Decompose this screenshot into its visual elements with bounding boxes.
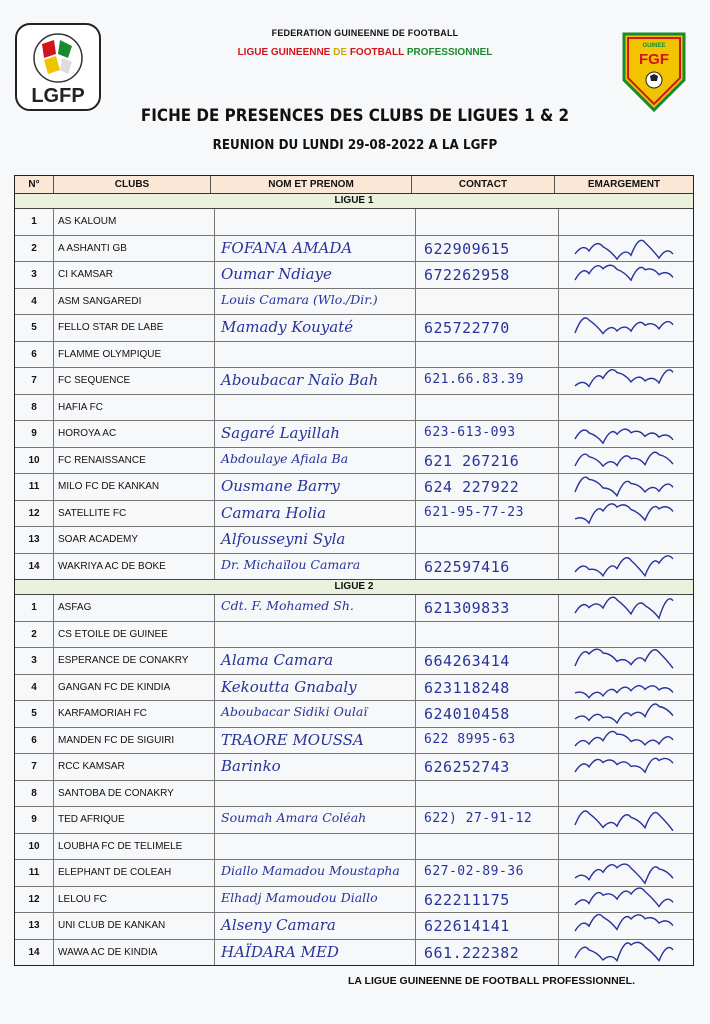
- handwritten-contact: 624 227922: [424, 478, 520, 496]
- row-number: 13: [15, 913, 54, 939]
- club-name: TED AFRIQUE: [54, 807, 215, 833]
- club-name: WAKRIYA AC DE BOKE: [54, 554, 215, 580]
- lgfp-logo-text: LGFP: [31, 85, 85, 107]
- name-cell: [215, 834, 416, 860]
- signature-scribble: [569, 472, 689, 502]
- club-name: FELLO STAR DE LABE: [54, 315, 215, 341]
- signature-scribble: [569, 646, 689, 676]
- contact-cell: [416, 342, 559, 368]
- table-row: [15, 236, 693, 263]
- handwritten-name: Mamady Kouyaté: [221, 318, 354, 336]
- column-header: CLUBS: [54, 176, 211, 193]
- club-name: HOROYA AC: [54, 421, 215, 447]
- row-number: 3: [15, 262, 54, 288]
- signature-scribble: [569, 911, 689, 941]
- name-cell: [215, 554, 416, 580]
- signature-scribble: [569, 366, 689, 396]
- handwritten-name: Sagaré Layillah: [221, 424, 340, 442]
- contact-cell: [416, 675, 559, 701]
- name-cell: [215, 860, 416, 886]
- signature-scribble: [569, 313, 689, 343]
- club-name: ESPERANCE DE CONAKRY: [54, 648, 215, 674]
- signature-cell: [559, 913, 693, 939]
- name-cell: [215, 913, 416, 939]
- signature-cell: [559, 448, 693, 474]
- club-name: LELOU FC: [54, 887, 215, 913]
- name-cell: [215, 940, 416, 966]
- name-cell: [215, 595, 416, 621]
- contact-cell: [416, 395, 559, 421]
- handwritten-contact: 621309833: [424, 599, 510, 617]
- page-subtitle: REUNION DU LUNDI 29-08-2022 A LA LGFP: [212, 138, 498, 153]
- signature-scribble: [569, 552, 689, 582]
- table-row: [15, 501, 693, 528]
- contact-cell: [416, 622, 559, 648]
- row-number: 5: [15, 701, 54, 727]
- handwritten-contact: 622597416: [424, 557, 510, 576]
- ligue1-rows: [15, 209, 693, 579]
- name-cell: [215, 395, 416, 421]
- handwritten-contact: 626252743: [424, 758, 510, 776]
- name-cell: [215, 315, 416, 341]
- name-cell: [215, 781, 416, 807]
- club-name: KARFAMORIAH FC: [54, 701, 215, 727]
- handwritten-name: Oumar Ndiaye: [221, 265, 332, 283]
- club-name: ASM SANGAREDI: [54, 289, 215, 315]
- contact-cell: [416, 728, 559, 754]
- handwritten-contact: 627-02-89-36: [424, 864, 524, 879]
- signature-scribble: [569, 673, 689, 703]
- handwritten-contact: 622 8995-63: [424, 731, 516, 747]
- handwritten-name: Alama Camara: [221, 651, 334, 669]
- name-cell: [215, 887, 416, 913]
- contact-cell: [416, 315, 559, 341]
- handwritten-contact: 622614141: [424, 917, 510, 935]
- signature-cell: [559, 501, 693, 527]
- handwritten-contact: 623118248: [424, 678, 510, 697]
- row-number: 6: [15, 342, 54, 368]
- row-number: 5: [15, 315, 54, 341]
- row-number: 14: [15, 940, 54, 966]
- name-cell: [215, 421, 416, 447]
- table-row: [15, 675, 693, 702]
- club-name: UNI CLUB DE KANKAN: [54, 913, 215, 939]
- handwritten-name: Abdoulaye Afiala Ba: [221, 450, 349, 466]
- handwritten-name: Soumah Amara Coléah: [221, 810, 367, 825]
- handwritten-contact: 672262958: [424, 266, 510, 284]
- contact-cell: [416, 209, 559, 235]
- signature-cell: [559, 236, 693, 262]
- signature-cell: [559, 860, 693, 886]
- signature-scribble: [569, 234, 689, 264]
- row-number: 8: [15, 395, 54, 421]
- signature-cell: [559, 834, 693, 860]
- federation-name: FEDERATION GUINEENNE DE FOOTBALL: [271, 28, 459, 38]
- club-name: SOAR ACADEMY: [54, 527, 215, 553]
- handwritten-name: Louis Camara (Wlo./Dir.): [221, 291, 378, 307]
- club-name: ELEPHANT DE COLEAH: [54, 860, 215, 886]
- contact-cell: [416, 834, 559, 860]
- table-row: [15, 834, 693, 861]
- row-number: 1: [15, 209, 54, 235]
- name-cell: [215, 754, 416, 780]
- name-cell: [215, 368, 416, 394]
- signature-cell: [559, 701, 693, 727]
- handwritten-contact: 624010458: [424, 705, 510, 723]
- contact-cell: [416, 781, 559, 807]
- handwritten-name: Elhadj Mamoudou Diallo: [221, 889, 378, 905]
- signature-cell: [559, 675, 693, 701]
- column-header: EMARGEMENT: [587, 179, 661, 190]
- row-number: 2: [15, 236, 54, 262]
- signature-cell: [559, 474, 693, 500]
- table-row: [15, 315, 693, 342]
- club-name: SANTOBA DE CONAKRY: [54, 781, 215, 807]
- row-number: 4: [15, 675, 54, 701]
- handwritten-name: TRAORE MOUSSA: [221, 730, 364, 749]
- ligue2-label: LIGUE 2: [15, 579, 693, 595]
- name-cell: [215, 675, 416, 701]
- table-row: [15, 289, 693, 316]
- signature-scribble: [569, 752, 689, 782]
- contact-cell: [416, 701, 559, 727]
- handwritten-contact: 621 267216: [424, 451, 520, 470]
- handwritten-name: Alseny Camara: [221, 916, 336, 934]
- table-row: [15, 860, 693, 887]
- handwritten-name: Aboubacar Sidiki Oulaï: [221, 704, 368, 719]
- contact-cell: [416, 913, 559, 939]
- table-header: [15, 176, 693, 194]
- handwritten-contact: 623-613-093: [424, 425, 516, 440]
- table-row: [15, 781, 693, 808]
- contact-cell: [416, 595, 559, 621]
- row-number: 10: [15, 834, 54, 860]
- signature-cell: [559, 887, 693, 913]
- handwritten-contact: 622909615: [424, 239, 510, 258]
- club-name: WAWA AC DE KINDIA: [54, 940, 215, 966]
- contact-cell: [416, 262, 559, 288]
- name-cell: [215, 209, 416, 235]
- club-name: MANDEN FC DE SIGUIRI: [54, 728, 215, 754]
- signature-scribble: [569, 699, 689, 729]
- name-cell: [215, 474, 416, 500]
- table-row: [15, 701, 693, 728]
- signature-cell: [559, 421, 693, 447]
- signature-cell: [559, 209, 693, 235]
- column-header: CONTACT: [412, 176, 555, 193]
- column-header: NOM ET PRENOM: [211, 176, 412, 193]
- table-row: [15, 421, 693, 448]
- signature-scribble: [569, 726, 689, 756]
- row-number: 13: [15, 527, 54, 553]
- row-number: 7: [15, 754, 54, 780]
- table-row: [15, 622, 693, 649]
- contact-cell: [416, 860, 559, 886]
- club-name: FC RENAISSANCE: [54, 448, 215, 474]
- contact-cell: [416, 527, 559, 553]
- handwritten-name: Dr. Michaïlou Camara: [221, 556, 361, 572]
- signature-cell: [559, 595, 693, 621]
- name-cell: [215, 527, 416, 553]
- name-cell: [215, 236, 416, 262]
- club-name: CI KAMSAR: [54, 262, 215, 288]
- club-name: RCC KAMSAR: [54, 754, 215, 780]
- row-number: 9: [15, 421, 54, 447]
- handwritten-contact: 664263414: [424, 652, 510, 670]
- row-number: 6: [15, 728, 54, 754]
- signature-cell: [559, 728, 693, 754]
- handwritten-name: HAÏDARA MED: [221, 942, 339, 961]
- handwritten-contact: 622) 27-91-12: [424, 811, 533, 826]
- row-number: 11: [15, 474, 54, 500]
- table-row: [15, 474, 693, 501]
- name-cell: [215, 728, 416, 754]
- signature-cell: [559, 289, 693, 315]
- table-row: [15, 527, 693, 554]
- club-name: GANGAN FC DE KINDIA: [54, 675, 215, 701]
- row-number: 11: [15, 860, 54, 886]
- league-name-part: LIGUE GUINEENNE: [237, 47, 334, 58]
- name-cell: [215, 289, 416, 315]
- row-number: 3: [15, 648, 54, 674]
- signature-scribble: [569, 858, 689, 888]
- table-row: [15, 595, 693, 622]
- handwritten-contact: 661.222382: [424, 943, 520, 962]
- contact-cell: [416, 648, 559, 674]
- signature-cell: [559, 754, 693, 780]
- signature-scribble: [569, 419, 689, 449]
- handwritten-name: Ousmane Barry: [221, 477, 340, 495]
- signature-cell: [559, 395, 693, 421]
- ligue2-rows: [15, 595, 693, 965]
- ligue1-label: LIGUE 1: [15, 194, 693, 209]
- signature-scribble: [569, 593, 689, 623]
- league-name-part: PROFESSIONNEL: [406, 47, 493, 58]
- attendance-table: [14, 175, 694, 966]
- footer-signature-line: LA LIGUE GUINEENNE DE FOOTBALL PROFESSIONNEL.: [348, 975, 636, 987]
- contact-cell: [416, 448, 559, 474]
- contact-cell: [416, 289, 559, 315]
- row-number: 1: [15, 595, 54, 621]
- row-number: 9: [15, 807, 54, 833]
- table-row: [15, 754, 693, 781]
- signature-cell: [559, 622, 693, 648]
- club-name: HAFIA FC: [54, 395, 215, 421]
- handwritten-name: Alfousseyni Syla: [221, 530, 346, 548]
- name-cell: [215, 262, 416, 288]
- club-name: ASFAG: [54, 595, 215, 621]
- fgf-logo-text: FGF: [639, 51, 669, 68]
- club-name: AS KALOUM: [54, 209, 215, 235]
- handwritten-name: Kekoutta Gnabaly: [221, 677, 357, 696]
- contact-cell: [416, 421, 559, 447]
- club-name: MILO FC DE KANKAN: [54, 474, 215, 500]
- signature-cell: [559, 368, 693, 394]
- league-name-part: DE: [333, 47, 350, 58]
- handwritten-name: Cdt. F. Mohamed Sh.: [221, 598, 354, 613]
- handwritten-name: FOFANA AMADA: [221, 238, 353, 257]
- column-header: N°: [15, 176, 54, 193]
- signature-cell: [559, 781, 693, 807]
- row-number: 14: [15, 554, 54, 580]
- name-cell: [215, 622, 416, 648]
- contact-cell: [416, 554, 559, 580]
- signature-cell: [559, 262, 693, 288]
- signature-scribble: [569, 499, 689, 529]
- table-row: [15, 368, 693, 395]
- row-number: 2: [15, 622, 54, 648]
- contact-cell: [416, 501, 559, 527]
- handwritten-contact: 625722770: [424, 319, 510, 337]
- table-row: [15, 395, 693, 422]
- handwritten-name: Diallo Mamadou Moustapha: [221, 863, 400, 878]
- row-number: 8: [15, 781, 54, 807]
- signature-scribble: [569, 938, 689, 968]
- contact-cell: [416, 807, 559, 833]
- name-cell: [215, 342, 416, 368]
- league-name: [210, 47, 520, 58]
- contact-cell: [416, 368, 559, 394]
- table-row: [15, 913, 693, 940]
- name-cell: [215, 501, 416, 527]
- table-row: [15, 887, 693, 914]
- table-row: [15, 728, 693, 755]
- club-name: CS ETOILE DE GUINEE: [54, 622, 215, 648]
- signature-scribble: [569, 446, 689, 476]
- table-row: [15, 448, 693, 475]
- row-number: 12: [15, 501, 54, 527]
- name-cell: [215, 648, 416, 674]
- table-row: [15, 807, 693, 834]
- table-row: [15, 648, 693, 675]
- signature-scribble: [569, 885, 689, 915]
- signature-cell: [559, 527, 693, 553]
- table-row: [15, 209, 693, 236]
- club-name: FC SEQUENCE: [54, 368, 215, 394]
- page-title: FICHE DE PRESENCES DES CLUBS DE LIGUES 1 & 2: [140, 106, 570, 125]
- name-cell: [215, 701, 416, 727]
- name-cell: [215, 448, 416, 474]
- club-name: LOUBHA FC DE TELIMELE: [54, 834, 215, 860]
- table-row: [15, 342, 693, 369]
- league-name-part: FOOTBALL: [349, 47, 407, 58]
- contact-cell: [416, 236, 559, 262]
- handwritten-name: Camara Holia: [221, 503, 327, 522]
- signature-cell: [559, 554, 693, 580]
- contact-cell: [416, 940, 559, 966]
- handwritten-contact: 622211175: [424, 890, 510, 909]
- club-name: A ASHANTI GB: [54, 236, 215, 262]
- signature-scribble: [569, 260, 689, 290]
- handwritten-name: Barinko: [221, 757, 281, 775]
- table-row: [15, 554, 693, 580]
- handwritten-contact: 621.66.83.39: [424, 372, 524, 387]
- signature-cell: [559, 315, 693, 341]
- signature-cell: [559, 342, 693, 368]
- lgfp-logo: [14, 22, 102, 112]
- handwritten-contact: 621-95-77-23: [424, 504, 524, 520]
- row-number: 7: [15, 368, 54, 394]
- contact-cell: [416, 754, 559, 780]
- fgf-logo: [618, 30, 690, 114]
- row-number: 4: [15, 289, 54, 315]
- signature-cell: [559, 807, 693, 833]
- signature-cell: [559, 940, 693, 966]
- club-name: FLAMME OLYMPIQUE: [54, 342, 215, 368]
- contact-cell: [416, 887, 559, 913]
- row-number: 12: [15, 887, 54, 913]
- handwritten-name: Aboubacar Naïo Bah: [221, 371, 379, 389]
- signature-scribble: [569, 805, 689, 835]
- contact-cell: [416, 474, 559, 500]
- row-number: 10: [15, 448, 54, 474]
- name-cell: [215, 807, 416, 833]
- table-row: [15, 940, 693, 966]
- table-row: [15, 262, 693, 289]
- signature-cell: [559, 648, 693, 674]
- fgf-logo-caption: GUINEE: [642, 43, 666, 49]
- club-name: SATELLITE FC: [54, 501, 215, 527]
